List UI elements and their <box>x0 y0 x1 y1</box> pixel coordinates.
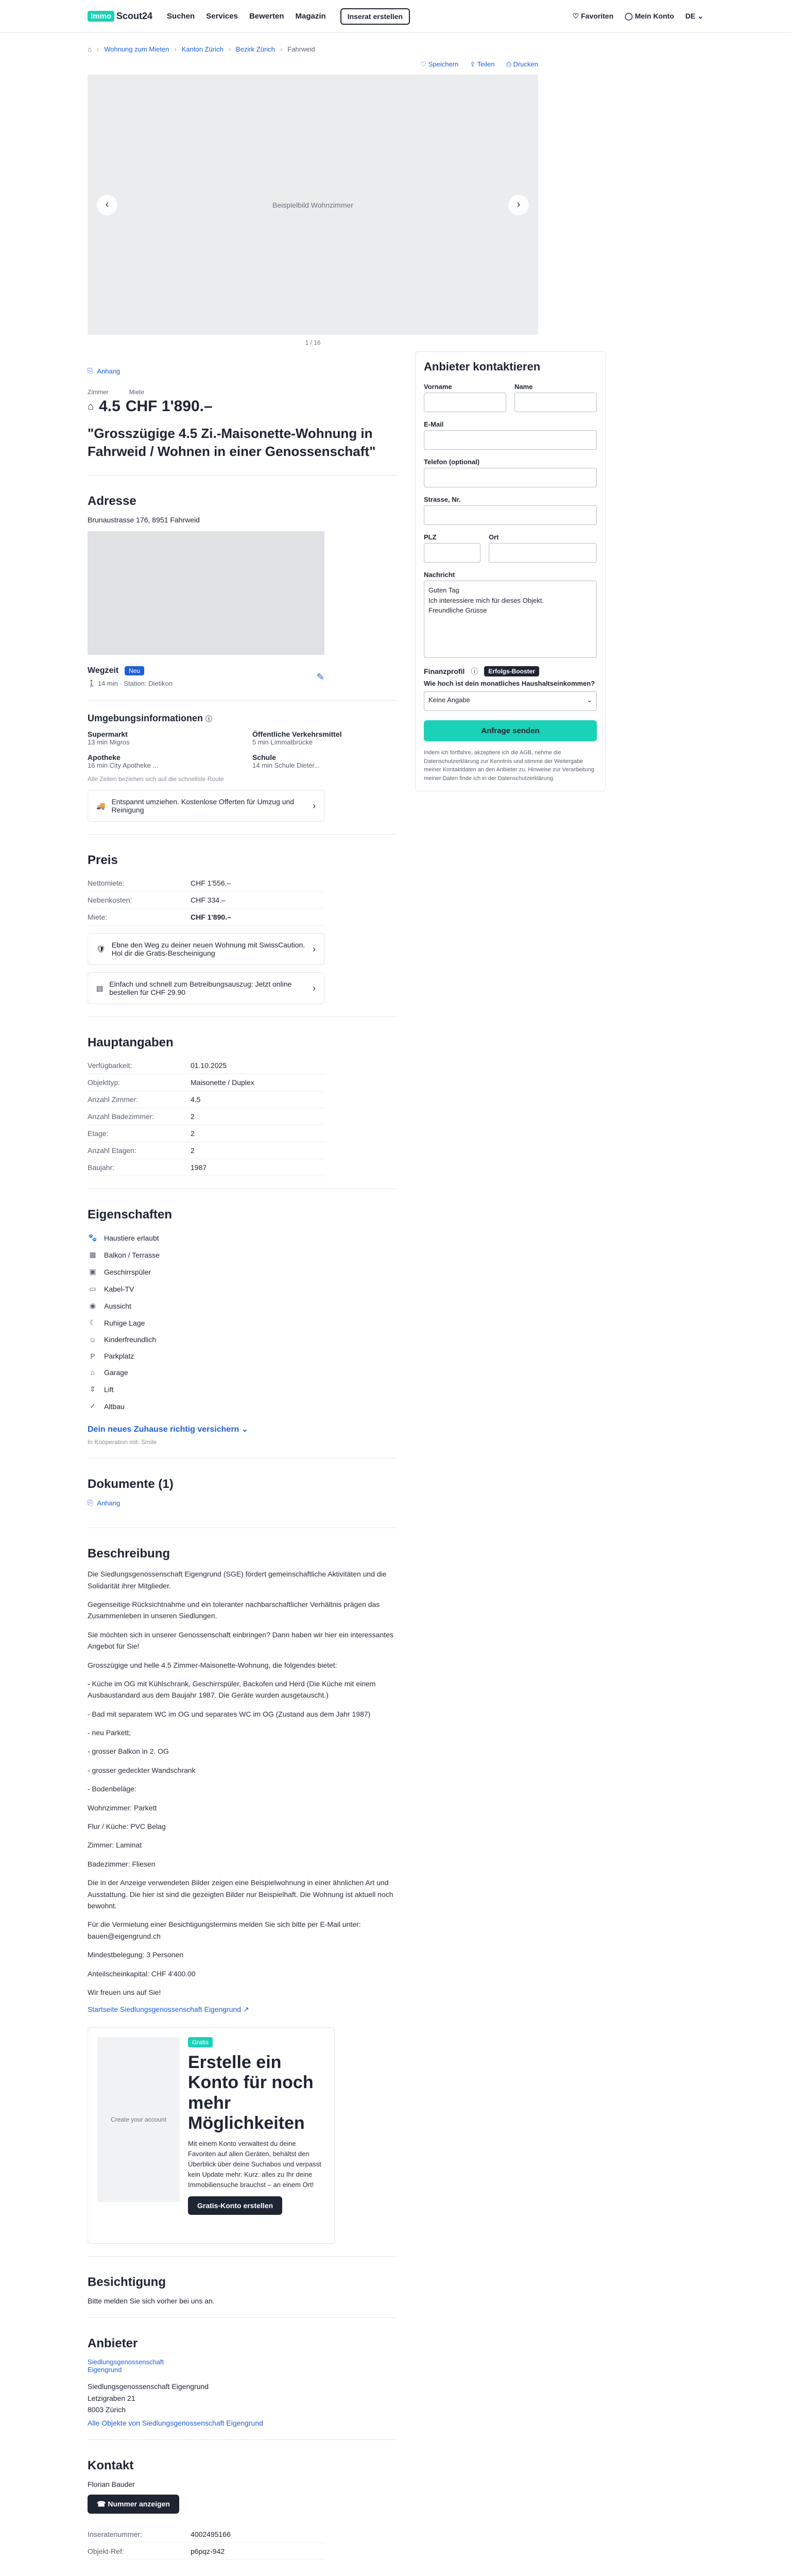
ref-value: p6pqz-942 <box>191 2543 324 2560</box>
form-row <box>424 383 597 412</box>
feature-label: Parkplatz <box>104 1352 134 1361</box>
create-listing-button[interactable]: Inserat erstellen <box>340 8 410 25</box>
ref-key: Inseratenummer: <box>88 2526 191 2543</box>
commute-title: Wegzeit <box>88 666 119 675</box>
heart-icon: ♡ <box>572 12 581 20</box>
logo[interactable] <box>88 11 152 22</box>
phone-input[interactable] <box>424 468 597 487</box>
message-textarea[interactable]: Guten Tag Ich interessiere mich für dieses Objekt. Freundliche Grüsse <box>424 581 597 658</box>
surroundings-title: Umgebungsinformationen <box>88 713 203 724</box>
truck-icon: 🚚 <box>96 801 106 810</box>
debt-extract-promo-text: Einfach und schnell zum Betreibungsauszug: Jetzt online bestellen für CHF 29.90 <box>109 980 292 997</box>
address-line[interactable]: Brunaustrasse 176, 8951 Fahrweid <box>88 516 200 524</box>
website-link-label: Startseite Siedlungsgenossenschaft Eigengrund <box>88 2005 242 2014</box>
key-labels <box>88 388 397 396</box>
street-input[interactable] <box>424 505 597 525</box>
breadcrumb-separator: › <box>96 45 99 53</box>
provider-all-listings-link[interactable]: Alle Objekte von Siedlungsgenossenschaft Eigengrund <box>88 2418 263 2427</box>
description-paragraph: Die in der Anzeige verwendeten Bilder zeigen eine Beispielwohnung in einer ähnlichen Art und Ausstattung. Die hier ist sind die gezeigten Bilder nur Beispielhaft. Die Wohnung ist aktuell noch bewohnt. <box>88 1878 393 1910</box>
success-booster-badge: Erfolgs-Booster <box>484 666 539 676</box>
description-paragraph: Wir freuen uns auf Sie! <box>88 1988 161 1996</box>
surroundings-note: Alle Zeiten beziehen sich auf die schnellste Route <box>88 775 224 783</box>
info-icon[interactable]: ⓘ <box>471 667 478 675</box>
price-value: CHF 334.– <box>191 892 324 909</box>
price-key: Miete: <box>88 909 191 926</box>
field-label: Name <box>514 383 533 391</box>
share-label: Teilen <box>477 60 495 68</box>
walk-icon: 🚶 <box>88 680 98 688</box>
document-link[interactable] <box>88 1499 397 1515</box>
surrounding-title: Apotheke <box>88 753 121 762</box>
viewing-heading: Besichtigung <box>88 2275 166 2290</box>
list-item <box>88 1348 397 1364</box>
chevron-down-icon: ⌄ <box>587 696 592 704</box>
image-gallery[interactable] <box>88 75 538 335</box>
description-paragraph: Mindestbelegung: 3 Personen <box>88 1951 184 1959</box>
info-key: Objekttyp: <box>88 1074 191 1091</box>
info-value: Maisonette / Duplex <box>191 1074 324 1091</box>
info-key: Anzahl Zimmer: <box>88 1091 191 1108</box>
provider-street: Letzigraben 21 <box>88 2394 135 2402</box>
message-field <box>424 571 597 658</box>
description-paragraph: Wohnzimmer: Parkett <box>88 1803 157 1812</box>
feature-label: Geschirrspüler <box>104 1267 151 1276</box>
price-key: Nettomiete: <box>88 875 191 892</box>
last-name-input[interactable] <box>514 393 597 412</box>
info-value: 4.5 <box>191 1091 324 1108</box>
price-value: CHF 1'890.– <box>191 909 324 926</box>
feature-label: Aussicht <box>104 1301 131 1310</box>
list-item <box>88 1331 397 1348</box>
description-paragraph: - Küche im OG mit Kühlschrank, Geschirrspüler, Backofen und Herd (Die Küche mit einem Ausbaustandard aus dem Baujahr 1987. Die Geräte wurden ausgetauscht.) <box>88 1679 376 1700</box>
account-promo-image: Create your account <box>97 2037 180 2202</box>
first-name-field <box>424 383 506 412</box>
dishwasher-icon: ▣ <box>89 1267 96 1276</box>
description-paragraph: - Bodenbeläge: <box>88 1785 136 1793</box>
street-field <box>424 496 597 525</box>
print-button[interactable] <box>506 60 538 69</box>
divider <box>88 2439 397 2440</box>
favorites-link[interactable] <box>573 12 613 21</box>
info-key: Verfügbarkeit: <box>88 1057 191 1074</box>
feature-label: Kabel-TV <box>104 1284 134 1293</box>
listing-content <box>88 346 397 2560</box>
breadcrumb <box>0 33 791 60</box>
info-value: 2 <box>191 1108 324 1125</box>
feature-label: Lift <box>104 1385 114 1394</box>
show-number-label: Nummer anzeigen <box>108 2499 170 2508</box>
description-paragraph: Sie möchten sich in unserer Genossenschaft einbringen? Dann haben wir hier ein interessantes Angebot für Sie! <box>88 1630 393 1651</box>
price-value: CHF 1'556.– <box>191 875 324 892</box>
surrounding-item <box>88 753 232 769</box>
divider <box>88 834 397 835</box>
viewing-text: Bitte melden Sie sich vorher bei uns an. <box>88 2297 215 2306</box>
divider <box>88 1458 397 1459</box>
field-label: PLZ <box>424 533 437 541</box>
user-icon: ◯ <box>625 12 635 20</box>
key-values <box>88 398 397 415</box>
paperclip-icon: ⎘ <box>88 1499 93 1507</box>
price-heading: Preis <box>88 853 118 868</box>
surrounding-sub: 13 min Migros <box>88 738 130 747</box>
website-link[interactable] <box>88 2005 249 2013</box>
account-link[interactable] <box>625 12 674 21</box>
free-badge: Gratis <box>188 2037 213 2047</box>
city-field <box>489 533 597 563</box>
parking-icon: P <box>90 1352 95 1361</box>
swisscaution-promo[interactable] <box>88 933 324 965</box>
divider <box>88 2317 397 2318</box>
document-icon: ▤ <box>96 984 104 992</box>
table-row <box>88 1125 324 1142</box>
send-request-button[interactable]: Anfrage senden <box>424 720 597 741</box>
contact-person: Florian Bauder <box>88 2480 135 2488</box>
feature-label: Garage <box>104 1368 128 1377</box>
divider <box>88 700 397 701</box>
garage-icon: ⌂ <box>90 1368 95 1377</box>
gallery-next-arrow-icon[interactable]: › <box>508 195 529 215</box>
email-field <box>424 420 597 450</box>
info-key: Anzahl Badezimmer: <box>88 1108 191 1125</box>
account-promo-text: Mit einem Konto verwaltest du deine Favoriten auf allen Geräten, behältst den Überblick über deine Suchabos und verpasst kein Update mehr. Kurz: alles zu Ihr deine Immobiliensuche brauchst – an einem Ort! <box>188 2139 321 2189</box>
finance-profile-label: Finanzprofil <box>424 667 465 675</box>
info-icon[interactable]: ⓘ <box>205 715 213 723</box>
feature-label: Balkon / Terrasse <box>104 1250 160 1259</box>
info-key: Etage: <box>88 1125 191 1142</box>
ref-key: Objekt-Ref: <box>88 2543 191 2560</box>
phone-icon: ☎ <box>97 2499 108 2508</box>
description-paragraph: Für die Vermietung einer Besichtigungstermins melden Sie sich bitte per E-Mail unter: bauen@eigengrund.ch <box>88 1920 361 1940</box>
listing-title: "Grosszügige 4.5 Zi.-Maisonette-Wohnung in Fahrweid / Wohnen in einer Genossenschaft" <box>88 426 376 460</box>
last-name-field <box>514 383 597 412</box>
print-label: Drucken <box>513 60 538 68</box>
contact-heading: Kontakt <box>88 2458 134 2472</box>
surrounding-title: Schule <box>252 753 276 762</box>
favorites-label: Favoriten <box>581 12 614 20</box>
description-paragraph: Grosszügige und helle 4.5 Zimmer-Maisonette-Wohnung, die folgendes bietet: <box>88 1660 337 1669</box>
language-select[interactable] <box>685 12 703 21</box>
create-account-button[interactable]: Gratis-Konto erstellen <box>188 2196 282 2215</box>
field-label: Ort <box>489 533 499 541</box>
surrounding-item <box>252 730 397 746</box>
info-key: Anzahl Etagen: <box>88 1142 191 1159</box>
heart-icon: ♡ <box>420 60 428 68</box>
list-item <box>88 1297 397 1314</box>
rooms-label: Zimmer <box>88 388 109 396</box>
field-label: Nachricht <box>424 571 455 579</box>
account-label: Mein Konto <box>634 12 674 20</box>
attachment-link[interactable] <box>88 346 397 383</box>
breadcrumb-item[interactable]: Bezirk Zürich <box>236 45 275 53</box>
form-row <box>424 420 597 450</box>
attachment-label: Anhang <box>97 367 121 375</box>
chevron-right-icon: › <box>313 943 316 954</box>
rent-value: CHF 1'890.– <box>125 398 213 415</box>
feature-label: Kinderfreundlich <box>104 1335 157 1344</box>
gallery-image-placeholder: Beispielbild Wohnzimmer <box>272 200 353 209</box>
insurance-link-label: Dein neues Zuhause richtig versichern <box>88 1425 239 1434</box>
breadcrumb-separator: › <box>174 45 177 53</box>
feature-label: Haustiere erlaubt <box>104 1233 159 1242</box>
description-paragraph: - grosser Balkon in 2. OG <box>88 1747 169 1756</box>
table-row <box>88 909 324 926</box>
contact-form-title: Anbieter kontaktieren <box>424 360 541 373</box>
list-item <box>88 1314 397 1331</box>
debt-extract-promo[interactable] <box>88 972 324 1004</box>
breadcrumb-separator: › <box>280 45 283 53</box>
list-item <box>88 1280 397 1297</box>
ref-value: 4002495166 <box>191 2526 324 2543</box>
description-paragraph: Die Siedlungsgenossenschaft Eigengrund (SGE) fördert gemeinschaftliche Aktivitäten und die Solidarität ihrer Mitglieder. <box>88 1570 387 1590</box>
surrounding-sub: 14 min Schule Dieter... <box>252 761 320 770</box>
commute-line <box>88 680 173 688</box>
main-info-table <box>88 1057 324 1176</box>
account-promo-title: Erstelle ein Konto für noch mehr Möglichkeiten <box>188 2053 314 2133</box>
external-link-icon: ↗ <box>243 2005 249 2014</box>
minergie-icon: ✓ <box>90 1402 96 1411</box>
description-paragraph: Zimmer: Laminat <box>88 1841 142 1850</box>
list-item <box>88 1398 397 1415</box>
surrounding-item <box>88 730 232 746</box>
share-button[interactable] <box>470 60 494 69</box>
topbar-right <box>573 12 703 21</box>
income-select[interactable] <box>424 691 597 711</box>
reference-table <box>88 2526 324 2560</box>
surrounding-title: Supermarkt <box>88 730 128 739</box>
new-badge: Neu <box>125 666 144 675</box>
price-key: Nebenkosten: <box>88 892 191 909</box>
main-nav <box>167 12 326 21</box>
description-paragraph: Flur / Küche: PVC Belag <box>88 1822 166 1831</box>
form-row <box>424 533 597 563</box>
nav-suchen[interactable]: Suchen <box>167 12 195 21</box>
table-row <box>88 1091 324 1108</box>
moving-promo[interactable] <box>88 790 324 822</box>
description-paragraph: Gegenseitige Rücksichtnahme und ein toleranter nachbarschaftlicher Verhältnis prägen das Zusammenleben in unseren Siedlungen. <box>88 1600 380 1620</box>
print-icon: ⎙ <box>506 60 513 68</box>
insurance-note: In Kooperation mit: Smile <box>88 1438 157 1446</box>
show-number-button[interactable] <box>88 2495 179 2514</box>
description-body <box>88 1568 397 1998</box>
table-row <box>88 1142 324 1159</box>
gallery-counter: 1 / 16 <box>305 339 321 346</box>
price-table <box>88 875 324 926</box>
description-paragraph: Badezimmer: Fliesen <box>88 1859 156 1868</box>
divider <box>88 1016 397 1017</box>
table-row <box>88 875 324 892</box>
table-row <box>88 1074 324 1091</box>
paperclip-icon: ⎘ <box>88 367 93 375</box>
zip-field <box>424 533 480 563</box>
form-row <box>424 458 597 487</box>
chevron-down-icon: ⌄ <box>695 12 703 20</box>
breadcrumb-item[interactable]: Kanton Zürich <box>181 45 223 53</box>
description-paragraph: - Bad mit separatem WC im OG und separates WC im OG (Zustand aus dem Jahr 1987) <box>88 1709 371 1718</box>
feature-label: Altbau <box>104 1402 125 1411</box>
rooms-value: 4.5 <box>99 398 121 415</box>
list-item <box>88 1229 397 1246</box>
contact-sidebar <box>415 351 606 2560</box>
save-label: Speichern <box>428 60 459 68</box>
features-heading: Eigenschaften <box>88 1208 173 1222</box>
tv-icon: ▭ <box>89 1284 96 1293</box>
logo-text: Scout24 <box>116 11 153 21</box>
description-heading: Beschreibung <box>88 1547 170 1561</box>
document-label: Anhang <box>97 1499 121 1507</box>
save-button[interactable] <box>420 60 458 69</box>
table-row <box>88 2526 324 2543</box>
zip-input[interactable] <box>424 543 480 563</box>
account-promo-body <box>188 2037 325 2234</box>
surrounding-sub: 16 min City Apotheke ... <box>88 761 159 770</box>
info-value: 1987 <box>191 1159 324 1176</box>
provider-city: 8003 Zürich <box>88 2405 126 2414</box>
list-item <box>88 1263 397 1280</box>
email-input[interactable] <box>424 430 597 450</box>
lift-icon: ⇕ <box>90 1385 96 1394</box>
provider-heading: Anbieter <box>88 2336 138 2351</box>
form-row <box>424 496 597 525</box>
income-select-value: Keine Angabe <box>428 696 470 704</box>
info-value: 01.10.2025 <box>191 1057 324 1074</box>
view-icon: ◉ <box>89 1301 96 1310</box>
first-name-input[interactable] <box>424 393 506 412</box>
listing-actions <box>0 60 791 75</box>
child-icon: ☺ <box>89 1335 97 1344</box>
commute-row <box>88 666 324 688</box>
table-row <box>88 1057 324 1074</box>
nav-services[interactable]: Services <box>206 12 238 21</box>
pet-icon: 🐾 <box>88 1233 97 1242</box>
field-label: Vorname <box>424 383 452 391</box>
moving-promo-text: Entspannt umziehen. Kostenlose Offerten für Umzug und Reinigung <box>111 798 295 815</box>
balcony-icon: ▦ <box>89 1250 96 1259</box>
table-row <box>88 2543 324 2560</box>
list-item <box>88 1364 397 1381</box>
phone-field <box>424 458 597 487</box>
breadcrumb-current: Fahrweid <box>287 45 315 53</box>
finance-profile-row <box>424 666 597 676</box>
quiet-icon: ☾ <box>89 1318 96 1327</box>
documents-heading: Dokumente (1) <box>88 1477 174 1492</box>
field-label: Telefon (optional) <box>424 458 480 466</box>
edit-icon[interactable]: ✎ <box>316 671 324 682</box>
city-input[interactable] <box>489 543 597 563</box>
description-paragraph: Anteilscheinkapital: CHF 4'400.00 <box>88 1969 196 1978</box>
main-info-heading: Hauptangaben <box>88 1036 174 1050</box>
language-label: DE <box>685 12 696 20</box>
share-icon: ⇪ <box>470 60 477 68</box>
chevron-right-icon: › <box>313 982 316 993</box>
features-list <box>88 1229 397 1415</box>
logo-box: Immo <box>88 11 114 22</box>
income-question: Wie hoch ist dein monatliches Haushaltseinkommen? <box>424 680 595 687</box>
description-paragraph: - grosser gedeckter Wandschrank <box>88 1766 196 1774</box>
feature-label: Ruhige Lage <box>104 1318 145 1327</box>
contact-form <box>415 351 606 791</box>
surrounding-title: Öffentliche Verkehrsmittel <box>252 730 342 739</box>
chevron-down-icon: ⌄ <box>241 1425 249 1434</box>
nav-magazin[interactable]: Magazin <box>295 12 326 21</box>
divider <box>88 475 397 476</box>
chevron-right-icon: › <box>313 800 316 811</box>
field-label: E-Mail <box>424 420 444 428</box>
commute-text: 14 min · Station: Dietikon <box>97 680 173 688</box>
provider-name: Siedlungsgenossenschaft Eigengrund <box>88 2382 209 2391</box>
rent-label: Miete <box>129 388 145 396</box>
surrounding-sub: 5 min Limmatbrücke <box>252 738 313 747</box>
insurance-link[interactable] <box>88 1424 397 1434</box>
gallery-prev-arrow-icon[interactable]: ‹ <box>97 195 117 215</box>
surrounding-item <box>252 753 397 769</box>
list-item <box>88 1246 397 1263</box>
description-paragraph: - neu Parkett; <box>88 1728 131 1737</box>
provider-logo[interactable]: Siedlungsgenossenschaft Eigengrund <box>88 2358 164 2374</box>
address-heading: Adresse <box>88 494 136 509</box>
field-label: Strasse, Nr. <box>424 496 461 503</box>
list-item <box>88 1381 397 1398</box>
top-navigation <box>0 0 791 33</box>
info-key: Baujahr: <box>88 1159 191 1176</box>
divider <box>88 2256 397 2257</box>
breadcrumb-item[interactable]: Wohnung zum Mieten <box>104 45 169 53</box>
surroundings-grid <box>88 730 397 769</box>
table-row <box>88 1159 324 1176</box>
map-preview[interactable] <box>88 531 324 655</box>
table-row <box>88 892 324 909</box>
table-row <box>88 1108 324 1125</box>
provider-address <box>88 2381 397 2415</box>
shield-icon: 🛡 <box>96 944 106 953</box>
info-value: 2 <box>191 1125 324 1142</box>
surroundings-heading <box>88 713 397 724</box>
main-layout <box>0 346 791 2560</box>
account-promo-card <box>88 2027 335 2244</box>
legal-notice: Indem ich fortfahre, akzeptiere ich die AGB, nehme die Datenschutzerklärung zur Kenntnis und stimme der Weitergabe meiner Kontaktdaten an den Anbieter zu. Hinweise zur Verarbeitung meiner Daten finde ich in der Datenschutzerklärung. <box>424 750 594 782</box>
home-icon[interactable]: ⌂ <box>88 45 92 53</box>
info-value: 2 <box>191 1142 324 1159</box>
nav-bewerten[interactable]: Bewerten <box>249 12 284 21</box>
rooms-icon: ⌂ <box>88 400 94 412</box>
swisscaution-promo-text: Ebne den Weg zu deiner neuen Wohnung mit SwissCaution. Hol dir die Gratis-Bescheinigung <box>111 941 305 958</box>
breadcrumb-separator: › <box>228 45 231 53</box>
